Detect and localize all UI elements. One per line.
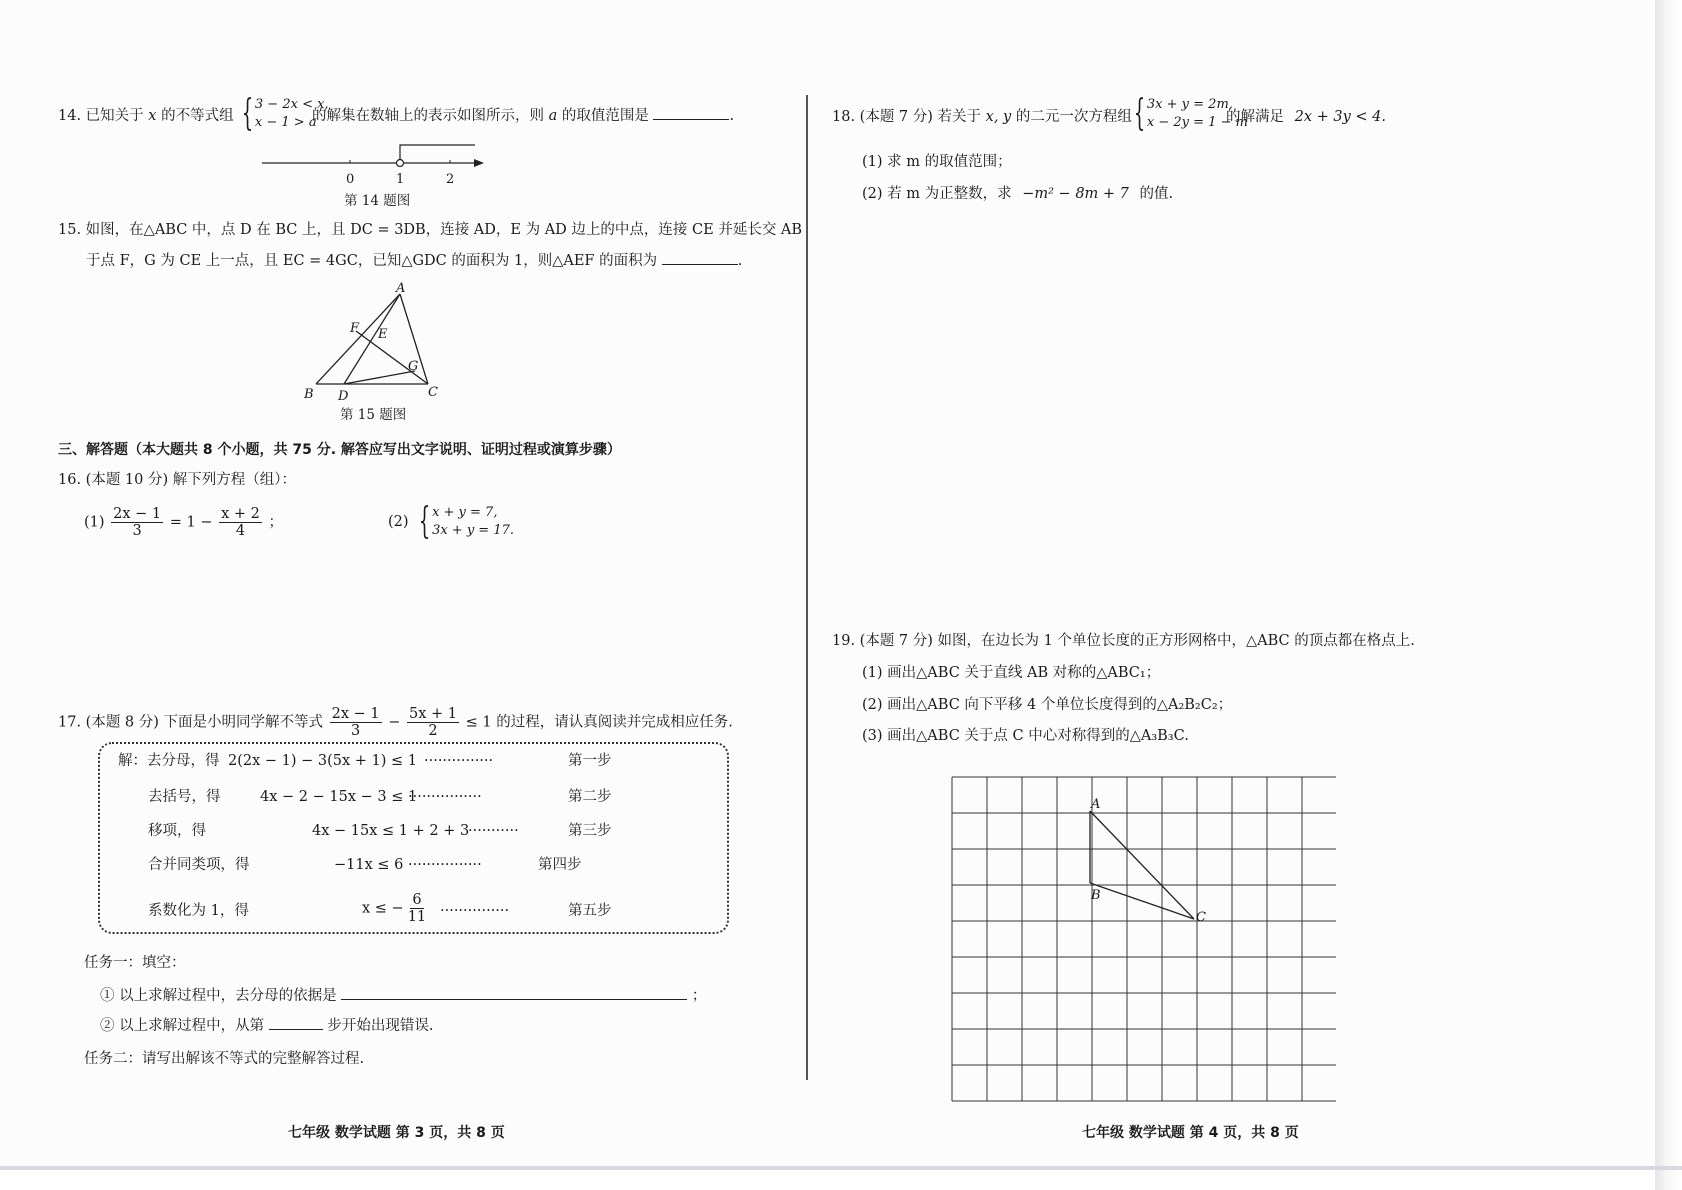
tick-label-0: 0: [346, 172, 355, 187]
q19-part1: (1) 画出△ABC 关于直线 AB 对称的△ABC₁；: [862, 665, 1161, 681]
footer-left: 七年级 数学试题 第 3 页，共 8 页: [288, 1125, 505, 1141]
q18-part2: (2) 若 m 为正整数，求 −m² − 8m + 7 的值.: [862, 186, 1174, 202]
step4-label: 合并同类项，得: [148, 857, 250, 873]
q19-grid-figure: [950, 775, 1336, 1105]
q17-task1: 任务一：填空：: [84, 955, 186, 971]
step1-label: 解：去分母，得: [118, 753, 220, 769]
step3-label: 移项，得: [148, 823, 206, 839]
step2-tag: 第二步: [568, 789, 612, 805]
vertex-d-label: D: [338, 389, 349, 402]
q15-line1: 15. 如图，在△ABC 中，点 D 在 BC 上，且 DC = 3DB，连接 AD，E 为 AD 边上的中点，连接 CE 并延长交 AB: [58, 222, 803, 238]
q19-part2: (2) 画出△ABC 向下平移 4 个单位长度得到的△A₂B₂C₂；: [862, 697, 1233, 713]
step5-label: 系数化为 1，得: [148, 903, 249, 919]
vertex-c-label: C: [428, 385, 438, 400]
q18-part1: (1) 求 m 的取值范围；: [862, 154, 1012, 170]
footer-right: 七年级 数学试题 第 4 页，共 8 页: [1082, 1125, 1299, 1141]
q18-intro: 18. (本题 7 分) 若关于 x, y 的二元一次方程组: [832, 109, 1132, 125]
q17-task1-b: ② 以上求解过程中，从第 步开始出现错误.: [100, 1018, 434, 1034]
q16-title: 16. (本题 10 分) 解下列方程（组）：: [58, 472, 297, 488]
q15-answer-blank[interactable]: [662, 252, 738, 265]
step3-tag: 第三步: [568, 823, 612, 839]
page-divider: [806, 95, 808, 1080]
q14-number: 14.: [58, 108, 82, 124]
q17-intro: 17. (本题 8 分) 下面是小明同学解不等式 $\frac{2x - 1}{3}$ − $\frac{5x + 1}{2}$ ≤ 1 的过程，请认真阅读并完成相应任务.: [58, 706, 733, 739]
q16-part2: (2) { x + y = 7, 3x + y = 17.: [388, 501, 514, 542]
q14-system: { 3 − 2x < x, x − 1 > a: [241, 93, 329, 134]
open-circle: [397, 160, 404, 167]
section-three-heading: 三、解答题（本大题共 8 个小题，共 75 分. 解答应写出文字说明、证明过程或演算步骤）: [58, 442, 621, 458]
q17-basis-blank[interactable]: [341, 987, 687, 1000]
grid-vertex-c-label: C: [1196, 910, 1206, 925]
page-edge: [1655, 0, 1682, 1190]
step2-label: 去括号，得: [148, 789, 221, 805]
q17-task1-a: ① 以上求解过程中，去分母的依据是 ；: [100, 988, 707, 1004]
step5-tag: 第五步: [568, 903, 612, 919]
q14-answer-blank[interactable]: [653, 107, 729, 120]
q15-caption: 第 15 题图: [340, 407, 407, 423]
q14-number-line: [260, 138, 490, 188]
grid-vertex-b-label: B: [1091, 888, 1101, 903]
tick-label-2: 2: [446, 172, 455, 187]
q19-intro: 19. (本题 7 分) 如图，在边长为 1 个单位长度的正方形网格中，△ABC 的顶点都在格点上.: [832, 633, 1415, 649]
step1-tag: 第一步: [568, 753, 612, 769]
q14-caption: 第 14 题图: [344, 193, 411, 209]
step2-expr: 4x − 2 − 15x − 3 ≤ 1: [260, 789, 418, 805]
q16-part1: (1) $\frac{2x - 1}{3}$ = 1 − $\frac{x + 2}{4}$ ；: [84, 506, 284, 539]
square-grid: [952, 777, 1336, 1101]
tick-label-1: 1: [396, 172, 405, 187]
point-f-label: F: [350, 321, 360, 336]
step1-expr: 2(2x − 1) − 3(5x + 1) ≤ 1: [228, 753, 418, 769]
vertex-a-label: A: [396, 282, 406, 296]
vertex-b-label: B: [304, 387, 314, 402]
q19-part3: (3) 画出△ABC 关于点 C 中心对称得到的△A₃B₃C.: [862, 728, 1189, 744]
step5-expr: x ≤ − $\frac{6}{11}$: [362, 892, 427, 925]
q17-step-blank[interactable]: [269, 1017, 323, 1030]
q14-text: 14. 已知关于 x 的不等式组: [58, 108, 234, 124]
q15-triangle-figure: [300, 282, 450, 402]
q15-line2: 于点 F，G 为 CE 上一点，且 EC = 4GC，已知△GDC 的面积为 1，则△AEF 的面积为 .: [86, 253, 743, 269]
step4-expr: −11x ≤ 6: [334, 857, 404, 873]
step4-tag: 第四步: [538, 857, 582, 873]
q17-task2: 任务二：请写出解该不等式的完整解答过程.: [84, 1051, 365, 1067]
grid-vertex-a-label: A: [1091, 797, 1101, 812]
q14-text-2: 的解集在数轴上的表示如图所示，则 a 的取值范围是 .: [312, 108, 735, 124]
point-g-label: G: [408, 359, 419, 374]
q18-system: { 3x + y = 2m, x − 2y = 1 − m: [1133, 93, 1248, 134]
point-e-label: E: [378, 327, 388, 342]
step3-expr: 4x − 15x ≤ 1 + 2 + 3: [312, 823, 470, 839]
q18-condition: 的解满足 2x + 3y < 4.: [1226, 109, 1386, 125]
page-bottom-edge: [0, 1166, 1682, 1170]
